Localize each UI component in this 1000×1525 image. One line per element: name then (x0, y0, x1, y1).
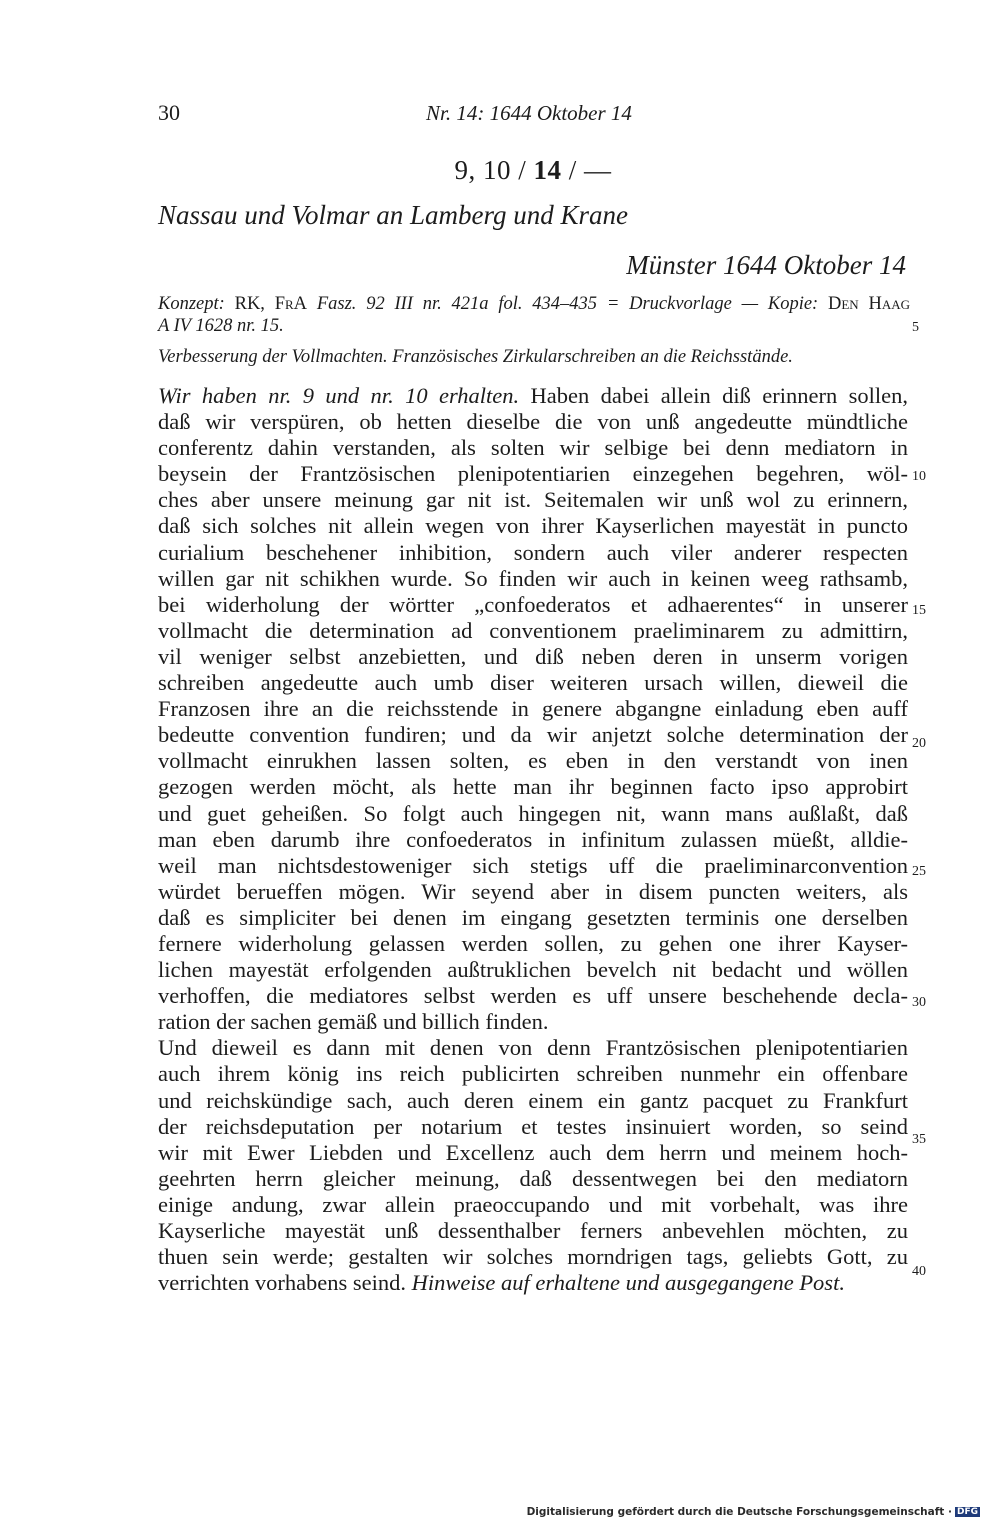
text-line: und guet geheißen. So folgt auch hingegen nit, wann mans außlaßt, daß (158, 800, 908, 826)
doc-number-main: 14 (533, 155, 562, 185)
running-head (158, 100, 908, 130)
regest: Verbesserung der Vollmachten. Französisches Zirkularschreiben an die Reichsstände. (158, 347, 793, 367)
konzept-label: Konzept: (158, 294, 225, 314)
last-line-italic: Hinweise auf erhaltene und ausgegangene Post. (411, 1270, 845, 1296)
text-line: schreiben angedeutte auch umb diser weiteren ursach willen, dieweil die (158, 670, 908, 696)
running-title: Nr. 14: 1644 Oktober 14 (426, 101, 632, 125)
text-line (158, 383, 908, 409)
opening-italic: Wir haben nr. 9 und nr. 10 erhalten. (158, 383, 520, 408)
text-line: der reichsdeputation per notarium et testes insinuiert worden, so seind (158, 1113, 908, 1139)
source-fra: FrA (274, 294, 308, 314)
text-line: daß sich solches nit allein wegen von ihrer Kayserlichen mayestät in puncto (158, 513, 908, 539)
line-number: 5 (912, 320, 919, 335)
last-line-plain: verrichten vorhabens seind. (158, 1270, 412, 1296)
source-line-2-text: A IV 1628 nr. 15. (158, 316, 284, 336)
text-line: willen gar nit schikhen wurde. So finden wir auch in keinen weeg rathsamb, (158, 565, 908, 591)
source-den-haag: Den Haag (828, 294, 911, 314)
text-line: einige andung, zwar allein praeoccupando und mit vorbehalt, was ihre (158, 1191, 908, 1217)
text-line: bedeutte convention fundiren; und da wir anjetzt solche determination der (158, 722, 908, 748)
source-line-2 (158, 315, 910, 337)
text-line: wir mit Ewer Liebden und Excellenz auch dem herrn und meinem hoch- (158, 1139, 908, 1165)
text-line: man eben darumb ihre confoederatos in infinitum zulassen müeßt, alldie- (158, 826, 908, 852)
text-line (158, 1270, 908, 1296)
text-line: daß es simpliciter bei denen im eingang gesetzten terminis one derselben (158, 904, 908, 930)
text-line: verhoffen, die mediatores selbst werden es uff unsere beschehende decla- (158, 983, 908, 1009)
text-line: Kayserliche mayestät unß dessenthalber ferners anbevehlen möchten, zu (158, 1218, 908, 1243)
text-line: lichen mayestät erfolgenden außtruklichen bevelch nit bedacht und wöllen (158, 957, 908, 983)
text-line: vollmacht einrukhen lassen solten, es eben in den verstandt von inen (158, 748, 908, 774)
footer-text: Digitalisierung gefördert durch die Deutsche Forschungsgemeinschaft · (526, 1506, 952, 1518)
doc-number-prefix: 9, 10 / (454, 155, 534, 185)
source-note (158, 293, 910, 337)
line-number: 35 (912, 1132, 926, 1147)
text-line: ches aber unsere meinung gar nit ist. Seitemalen wir unß wol zu erinnern, (158, 487, 908, 513)
text-line: bei widerholung der wörtter „confoederatos et adhaerentes“ in unserer (158, 591, 908, 617)
text-line: auch ihrem könig ins reich publicirten schreiben nunmehr ein offenbare (158, 1061, 908, 1087)
text-line: ration der sachen gemäß und billich finden. (158, 1009, 549, 1035)
text-line: conferentz dahin verstanden, als solten wir selbige bei denn mediatorn in (158, 435, 908, 461)
document-heading: Nassau und Volmar an Lamberg und Krane (158, 200, 629, 230)
line-number: 25 (912, 864, 926, 879)
text-line: Franzosen ihre an die reichsstende in genere abgangne einladung eben auff (158, 696, 908, 722)
main-text (158, 383, 908, 1296)
line-number: 10 (912, 469, 926, 484)
source-line-1 (158, 293, 910, 315)
text-line: Und dieweil es dann mit denen von denn Frantzösischen plenipotentiarien (158, 1035, 908, 1061)
page-number: 30 (158, 100, 180, 125)
line-number: 40 (912, 1264, 926, 1279)
source-rk: RK, (224, 294, 275, 314)
dfg-logo: DFG (956, 1507, 978, 1517)
text-line: geehrten herrn gleicher meinung, daß dessentwegen bei den mediatorn (158, 1165, 908, 1191)
source-fasz: Fasz. 92 III nr. 421a fol. 434–435 = Druckvorlage — Kopie: (307, 294, 828, 314)
text-line: fernere widerholung gelassen werden sollen, zu gehen one ihrer Kayser- (158, 930, 908, 956)
text-line: beysein der Frantzösischen plenipotentiarien einzegehen begehren, wöl- (158, 461, 908, 487)
text-line: vil weniger selbst anzebietten, und diß neben deren in unserm vorigen (158, 643, 908, 669)
text-line: thuen sein werde; gestalten wir solches morndrigen tags, geliebts Gott, zu (158, 1244, 908, 1270)
line-number: 30 (912, 995, 926, 1010)
text-line: würdet berueffen mögen. Wir seyend aber in disem puncten weiters, als (158, 878, 908, 904)
text-line: und reichskündige sach, auch deren einem ein gantz pacquet zu Frankfurt (158, 1087, 908, 1113)
first-line-rest: Haben dabei allein diß erinnern sollen, (519, 383, 908, 408)
text-line: weil man nichtsdestoweniger sich stetigs uff die praeliminarconvention (158, 852, 908, 878)
text-line: daß wir verspüren, ob hetten dieselbe die von unß angedeutte mündtliche (158, 409, 908, 435)
document-number (158, 155, 908, 186)
line-number: 20 (912, 736, 926, 751)
line-number: 15 (912, 603, 926, 618)
text-line: gezogen werden möcht, als hette man ihr beginnen facto ipso approbirt (158, 774, 908, 800)
line-number-margin (912, 0, 942, 1525)
text-line: curialium beschehener inhibition, sondern auch viler anderer respecten (158, 539, 908, 565)
place-date: Münster 1644 Oktober 14 (626, 250, 906, 280)
text-line: vollmacht die determination ad conventionem praeliminarem zu admittirn, (158, 617, 908, 643)
footer-credit (527, 1506, 980, 1518)
doc-number-suffix: / — (561, 155, 612, 185)
